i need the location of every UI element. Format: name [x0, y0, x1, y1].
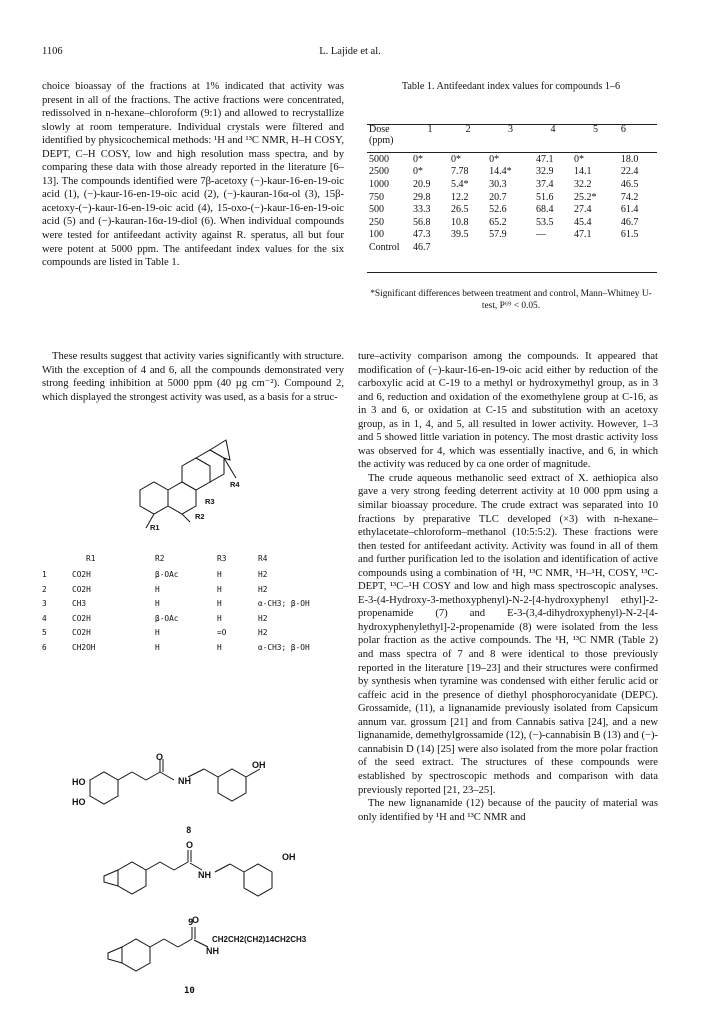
r4-label: R4	[230, 480, 240, 489]
o-label: O	[192, 915, 200, 925]
table-cell: 39.5	[451, 229, 469, 241]
table-row	[367, 178, 657, 191]
table-row	[367, 166, 657, 179]
table-cell	[619, 241, 657, 254]
table-cell: Control	[369, 241, 400, 253]
table-cell: 12.2	[451, 191, 469, 203]
table-rule-bottom	[367, 272, 657, 273]
table-cell: 26.5	[451, 204, 469, 216]
substituent-cell: α-CH3; β-OH	[258, 642, 310, 652]
table-header: 3	[508, 124, 514, 135]
table-cell: 5000	[369, 153, 389, 165]
substituent-cell: 1	[42, 570, 47, 579]
table-cell: 18.0	[620, 153, 639, 165]
table-cell	[572, 241, 619, 254]
substituent-cell: H	[217, 584, 222, 594]
table-cell: 750	[369, 191, 384, 203]
table-row	[367, 229, 657, 242]
left-column-text-2	[42, 350, 344, 404]
substituent-cell: H	[217, 642, 222, 652]
ho-label: HO	[72, 797, 86, 807]
page-header	[42, 46, 658, 60]
table-cell: 46.5	[620, 178, 639, 190]
compound-number: 9	[188, 918, 194, 928]
left-column-text	[42, 80, 344, 270]
compound-number: 10	[184, 986, 195, 996]
substituent-cell: H	[155, 628, 160, 637]
col-header: R2	[155, 554, 165, 563]
substituent-cell: H2	[258, 628, 268, 637]
substituent-cell: H	[155, 642, 160, 652]
table-cell: 68.4	[535, 204, 554, 216]
table-header: 6	[620, 124, 626, 135]
substituent-cell: H2	[258, 584, 268, 594]
table-cell: 10.8	[451, 216, 469, 228]
substituent-cell: H	[217, 613, 222, 623]
substituent-cell: 6	[42, 642, 47, 652]
substituent-cell: 5	[42, 628, 47, 637]
table-cell	[449, 241, 487, 254]
table-row	[367, 191, 657, 204]
substituent-cell: CH3	[72, 599, 87, 608]
antifeedant-table	[367, 124, 657, 254]
right-column-text	[358, 350, 658, 824]
table-cell: 32.2	[574, 178, 592, 190]
table-cell: 52.6	[489, 204, 507, 216]
nh-label: NH	[178, 776, 191, 786]
substituent-cell: H	[217, 599, 222, 608]
table-cell: 0*	[413, 153, 423, 165]
substituent-cell: 3	[42, 599, 47, 608]
table-cell: 53.5	[535, 216, 554, 228]
substituent-cell: 4	[42, 613, 47, 623]
col-header: R3	[217, 554, 227, 563]
table-rule-mid	[367, 152, 657, 153]
table-cell: 7.78	[451, 166, 469, 178]
table-cell: 0*	[451, 153, 462, 165]
table-cell: 32.9	[535, 166, 554, 178]
table-cell: 47.1	[535, 153, 554, 165]
table-cell: 46.7	[413, 241, 431, 253]
paragraph: choice bioassay of the fractions at 1% indicated that activity was present in all of the fractions. The active fractions were concentrated, redissolved in n-hexane–chloroform (9:1) and allowed to recrystallize slowly at room temperature. Individual crystals were filtered and identified by physicochemical methods: ¹H and ¹³C NMR, H–H COSY, DEPT, C–H COSY, low and high resolution mass spectra, and by comparing these data with those already reported in the literature [6–13]. The compounds identified were 7β-acetoxy (−)-kaur-16-en-19-oic acid (1), (−)-kaur-16-en-19-oic acid (2), (−)-kauran-16α-ol (3), 15β-acetoxy-(−)-kaur-16-en-19-oic acid (4), 15-oxo-(−)-kaur-16-en-19-oic acid (5) and (−)-kauran-16α-19-diol (6). When individual compounds were tested for antifeedant activity against R. speratus, all but four were potent at 5000 ppm. The antifeedant index values for the six compounds are listed in Table 1.	[42, 81, 344, 269]
table-cell: 56.8	[413, 216, 431, 228]
table-cell: 22.4	[620, 166, 639, 178]
substituent-cell: H	[155, 599, 160, 608]
oh-label: OH	[282, 852, 296, 862]
table-row	[367, 203, 657, 216]
running-head: L. Lajide et al.	[319, 46, 381, 57]
substituent-cell: =O	[217, 628, 227, 637]
table-cell: 29.8	[413, 191, 431, 203]
substituent-cell: H	[155, 584, 160, 594]
table-cell: —	[535, 229, 546, 241]
table-cell: 1000	[369, 178, 389, 190]
substituent-cell: α-CH3; β-OH	[258, 599, 310, 608]
table-cell: 5.4*	[451, 178, 469, 190]
table-cell: 51.6	[535, 191, 554, 203]
chain-label: CH2CH2(CH2)14CH2CH3	[212, 935, 307, 944]
ho-label: HO	[72, 777, 86, 787]
substituent-cell: 2	[42, 584, 47, 594]
table-cell: 37.4	[535, 178, 554, 190]
o-label: O	[186, 840, 194, 850]
table-cell: 33.3	[413, 204, 431, 216]
r3-label: R3	[205, 497, 215, 506]
compound-8-structure	[70, 755, 350, 845]
table-cell: 61.5	[620, 229, 639, 241]
substituent-cell: β-OAc	[155, 570, 179, 579]
table-cell: 46.7	[620, 216, 639, 228]
table-header: Dose (ppm)	[369, 124, 394, 146]
substituent-cell: CO2H	[72, 613, 91, 623]
table-cell: 65.2	[489, 216, 507, 228]
page-number: 1106	[42, 46, 63, 57]
substituent-cell: H2	[258, 613, 268, 623]
table-cell: 30.3	[489, 178, 507, 190]
table-cell: 47.3	[413, 229, 431, 241]
table-cell: 47.1	[574, 229, 592, 241]
table-cell: 14.4*	[489, 166, 512, 178]
paragraph: These results suggest that activity varies significantly with structure. With the exception of 4 and 6, all the compounds demonstrated very strong feeding inhibition at 5000 ppm (40 µg cm⁻²). Compound 2, which displayed the strongest activity was used, as a basis for a struc-	[42, 351, 344, 403]
table-cell: 20.7	[489, 191, 507, 203]
substituent-cell: β-OAc	[155, 613, 179, 623]
substituent-cell: H	[217, 570, 222, 579]
table-header: 4	[550, 124, 556, 135]
table-cell: 74.2	[620, 191, 639, 203]
table-cell: 2500	[369, 166, 389, 178]
table-cell: 14.1	[574, 166, 592, 178]
table-row	[367, 146, 657, 166]
table-footnote: *Significant differences between treatment and control, Mann–Whitney U-test, P⁶⁹ < 0.05.	[370, 289, 652, 311]
table-cell: 100	[369, 229, 384, 241]
substituent-cell: CH2OH	[72, 642, 96, 652]
table-cell: 0*	[574, 153, 585, 165]
substituent-cell: H2	[258, 570, 268, 579]
table-header: 1	[427, 124, 433, 135]
table-cell: 20.9	[413, 178, 431, 190]
table-header: 5	[592, 124, 598, 135]
r2-label: R2	[195, 512, 205, 521]
table-cell: 25.2*	[574, 191, 597, 203]
table-cell: 0*	[413, 166, 423, 178]
o-label: O	[156, 752, 164, 762]
nh-label: NH	[198, 870, 211, 880]
table-cell: 45.4	[574, 216, 592, 228]
substituent-cell: CO2H	[72, 584, 91, 594]
col-header: R1	[86, 554, 96, 563]
r1-label: R1	[150, 523, 160, 532]
table-row	[367, 241, 657, 254]
table-cell: 61.4	[620, 204, 639, 216]
table-cell: 250	[369, 216, 384, 228]
kaurane-structure	[110, 430, 270, 540]
col-header: R4	[258, 554, 268, 563]
substituent-cell: CO2H	[72, 628, 91, 637]
paragraph: ture–activity comparison among the compounds. It appeared that modification of (−)-kaur-16-en-19-oic acid either by reduction of the carboxylic acid at C-19 to a methyl or hydroxymethyl group, as in 3 and 6, reduction and oxidation of the exomethylene group at C-16, as in 3 and 6, or oxidation at C-15 and substitution with an acetoxy group, as in 1, 4, and 5, all resulted in lower activity. However, 1–3 and 5 showed little variation in potency. The most drastic activity loss was observed for 4, which was essentially inactive, and 6, in which the activity was reduced by ca one order of magnitude.	[358, 351, 658, 471]
table-cell: 500	[369, 204, 384, 216]
table-header: 2	[465, 124, 471, 135]
paragraph: The crude aqueous methanolic seed extract of X. aethiopica also gave a very strong feeding deterrent activity at 10 000 ppm using a similar bioassay procedure. The crude extract was separated into 10 fractions by preparative TLC developed (×3) with n-hexane–ethylacetate–chloroform–methanol (10:5:5:2). These fractions were then tested for antifeedant activity. Activity was found in all of them and further purification led to the isolation and identification of active compounds using a combination of ¹H, ¹³C NMR, ¹H–¹H, COSY, ¹³C-DEPT, ¹³C–¹H COSY and low and high mass spectroscopic analyses. E-3-(4-Hydroxy-3-methoxyphenyl)-N-2-[4-hydroxyphenyl ethyl]-2-propenamide (7) and E-3-(3,4-dihydroxyphenyl)-N-2-[4-hydroxyphenylethyl]-2-propenamide (8) were isolated from the less polar fraction as the active compounds. The ¹H, ¹³C NMR (Table 2) and mass spectra of 7 and 8 were identical to those previously reported in the literature [19–23] and their structures were confirmed by synthesis when tyramine was condensed with either ferulic acid or caffeic acid in the presence of diethyl phosphorocyanidate (DEPC). Grossamide, (11), a lignanamide previously isolated from Capsicum annum var. grossum [21] and from Cannabis sativa [24], and a new lignanamide, demethylgrossamide (12), (−)-cannabisin B (13) and (−)-cannabisin D (14) [25] were also isolated from the more polar fraction of the seed extract. The structures of these compounds were established by spectroscopic methods and comparison with data previously reported [21, 23–25].	[358, 472, 658, 796]
table-cell: 27.4	[574, 204, 592, 216]
compound-number: 8	[186, 826, 192, 836]
table-cell: 0*	[489, 153, 500, 165]
table-cell	[487, 241, 534, 254]
substituent-cell: CO2H	[72, 570, 91, 579]
table-row	[367, 216, 657, 229]
nh-label: NH	[206, 946, 219, 956]
table-caption: Table 1. Antifeedant index values for compounds 1–6	[401, 81, 621, 92]
table-cell: 57.9	[489, 229, 507, 241]
table-cell	[534, 241, 572, 254]
oh-label: OH	[252, 760, 266, 770]
paragraph: The new lignanamide (12) because of the paucity of material was only identified by ¹H and ¹³C NMR and	[358, 798, 658, 823]
compound-9-structure	[90, 850, 350, 920]
